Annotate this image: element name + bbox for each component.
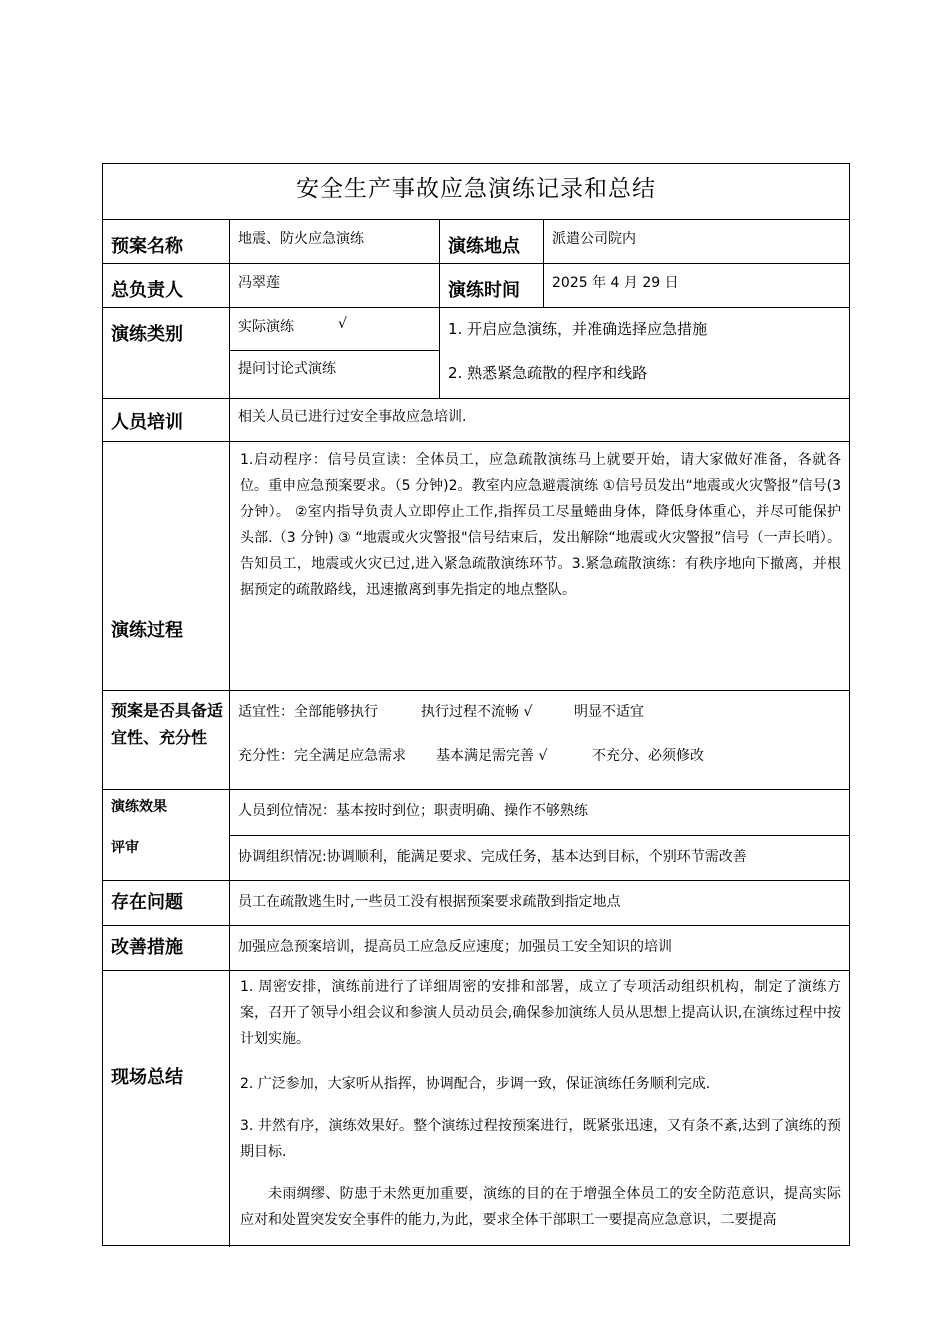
check-mark-icon: √ <box>338 316 347 332</box>
plan-row <box>103 220 849 264</box>
category-type-actual: 实际演练 <box>238 319 294 335</box>
leader-value: 冯翠莲 <box>229 264 439 307</box>
summary-paragraph: 3. 井然有序，演练效果好。整个演练过程按预案进行，既紧张迅速，又有条不紊,达到了演练的预期目标. <box>240 1118 841 1160</box>
summary-paragraph: 1. 周密安排，演练前进行了详细周密的安排和部署，成立了专项活动组织机构，制定了演练方案，召开了领导小组会议和参演人员动员会,确保参加演练人员从思想上提高认识,在演练过程中按计划实施。 <box>240 979 841 1047</box>
time-value: 2025 年 4 月 29 日 <box>543 264 849 307</box>
training-value: 相关人员已进行过安全事故应急培训. <box>229 399 849 441</box>
improvement-row <box>103 926 849 971</box>
category-divider <box>230 350 439 351</box>
document-title: 安全生产事故应急演练记录和总结 <box>296 176 656 202</box>
suitability-cell <box>229 691 849 789</box>
time-label: 演练时间 <box>439 264 543 307</box>
category-types <box>229 308 439 398</box>
personnel-status: 人员到位情况：基本按时到位；职责明确、操作不够熟练 <box>238 803 588 819</box>
training-row <box>103 399 849 442</box>
plan-name-label: 预案名称 <box>111 236 183 257</box>
leader-label: 总负责人 <box>111 280 183 301</box>
improvement-value: 加强应急预案培训，提高员工应急反应速度；加强员工安全知识的培训 <box>229 926 849 970</box>
effect-divider <box>230 835 849 836</box>
summary-paragraph: 未雨绸缪、防患于未然更加重要，演练的目的在于增强全体员工的安全防范意识，提高实际应对和处置突发安全事件的能力,为此，要求全体干部职工一要提高应急意识，二要提高 <box>240 1186 841 1228</box>
summary-cell <box>229 971 849 1247</box>
category-type-discussion: 提问讨论式演练 <box>238 361 336 377</box>
summary-paragraph: 2. 广泛参加，大家听从指挥，协调配合，步调一致，保证演练任务顺利完成. <box>240 1076 711 1092</box>
effect-cell <box>229 790 849 880</box>
plan-name-value: 地震、防火应急演练 <box>229 220 439 263</box>
process-cell <box>229 442 849 690</box>
sufficiency-option: 基本满足需完善 √ <box>436 748 548 764</box>
coordination-status: 协调组织情况:协调顺利，能满足要求、完成任务，基本达到目标，个别环节需改善 <box>238 849 747 865</box>
category-goals <box>439 308 849 398</box>
leader-row <box>103 264 849 308</box>
goal-item: 2. 熟悉紧急疏散的程序和线路 <box>448 364 648 382</box>
drill-record-table <box>102 163 850 1246</box>
suitability-option: 执行过程不流畅 √ <box>421 704 533 720</box>
goal-item: 1. 开启应急演练，并准确选择应急措施 <box>448 320 708 338</box>
effect-label <box>103 790 229 880</box>
improvement-label: 改善措施 <box>111 937 183 958</box>
sufficiency-option: 不充分、必须修改 <box>592 748 704 764</box>
location-label: 演练地点 <box>439 220 543 263</box>
effect-row <box>103 790 849 881</box>
title-row <box>103 164 849 220</box>
suitability-option: 明显不适宜 <box>574 704 644 720</box>
suitability-row <box>103 691 849 790</box>
summary-label: 现场总结 <box>111 1067 183 1088</box>
summary-row <box>103 971 849 1247</box>
effect-label-line2: 评审 <box>111 840 139 856</box>
sufficiency-line-prefix: 充分性：完全满足应急需求 <box>238 748 406 764</box>
location-value: 派遣公司院内 <box>543 220 849 263</box>
problems-value: 员工在疏散逃生时,一些员工没有根据预案要求疏散到指定地点 <box>229 881 849 925</box>
process-row <box>103 442 849 691</box>
effect-label-line1: 演练效果 <box>111 799 167 815</box>
problems-label: 存在问题 <box>111 892 183 913</box>
training-label: 人员培训 <box>111 412 183 433</box>
process-label: 演练过程 <box>111 620 183 641</box>
category-row <box>103 308 849 399</box>
problems-row <box>103 881 849 926</box>
suitability-line-prefix: 适宜性：全部能够执行 <box>238 704 378 720</box>
suitability-label: 预案是否具备适宜性、充分性 <box>111 701 224 747</box>
process-text: 1.启动程序：信号员宣读：全体员工，应急疏散演练马上就要开始，请大家做好准备，各就各位。重申应急预案要求。（5 分钟)2。教室内应急避震演练 ①信号员发出“地震或火灾警报”信号(3 分钟）。 ②室内指导负责人立即停止工作,指挥员工尽量蜷曲身体，降低身体重心，并尽可能保护头部.（3 分钟) ③ “地震或火灾警报"信号结束后，发出解除“地震或火灾警报”信号（一声长哨）。告知员工，地震或火灾已过,进入紧急疏散演练环节。3.紧急疏散演练：有秩序地向下撤离，并根据预定的疏散路线，迅速撤离到事先指定的地点整队。 <box>240 452 841 598</box>
category-label: 演练类别 <box>111 324 183 345</box>
